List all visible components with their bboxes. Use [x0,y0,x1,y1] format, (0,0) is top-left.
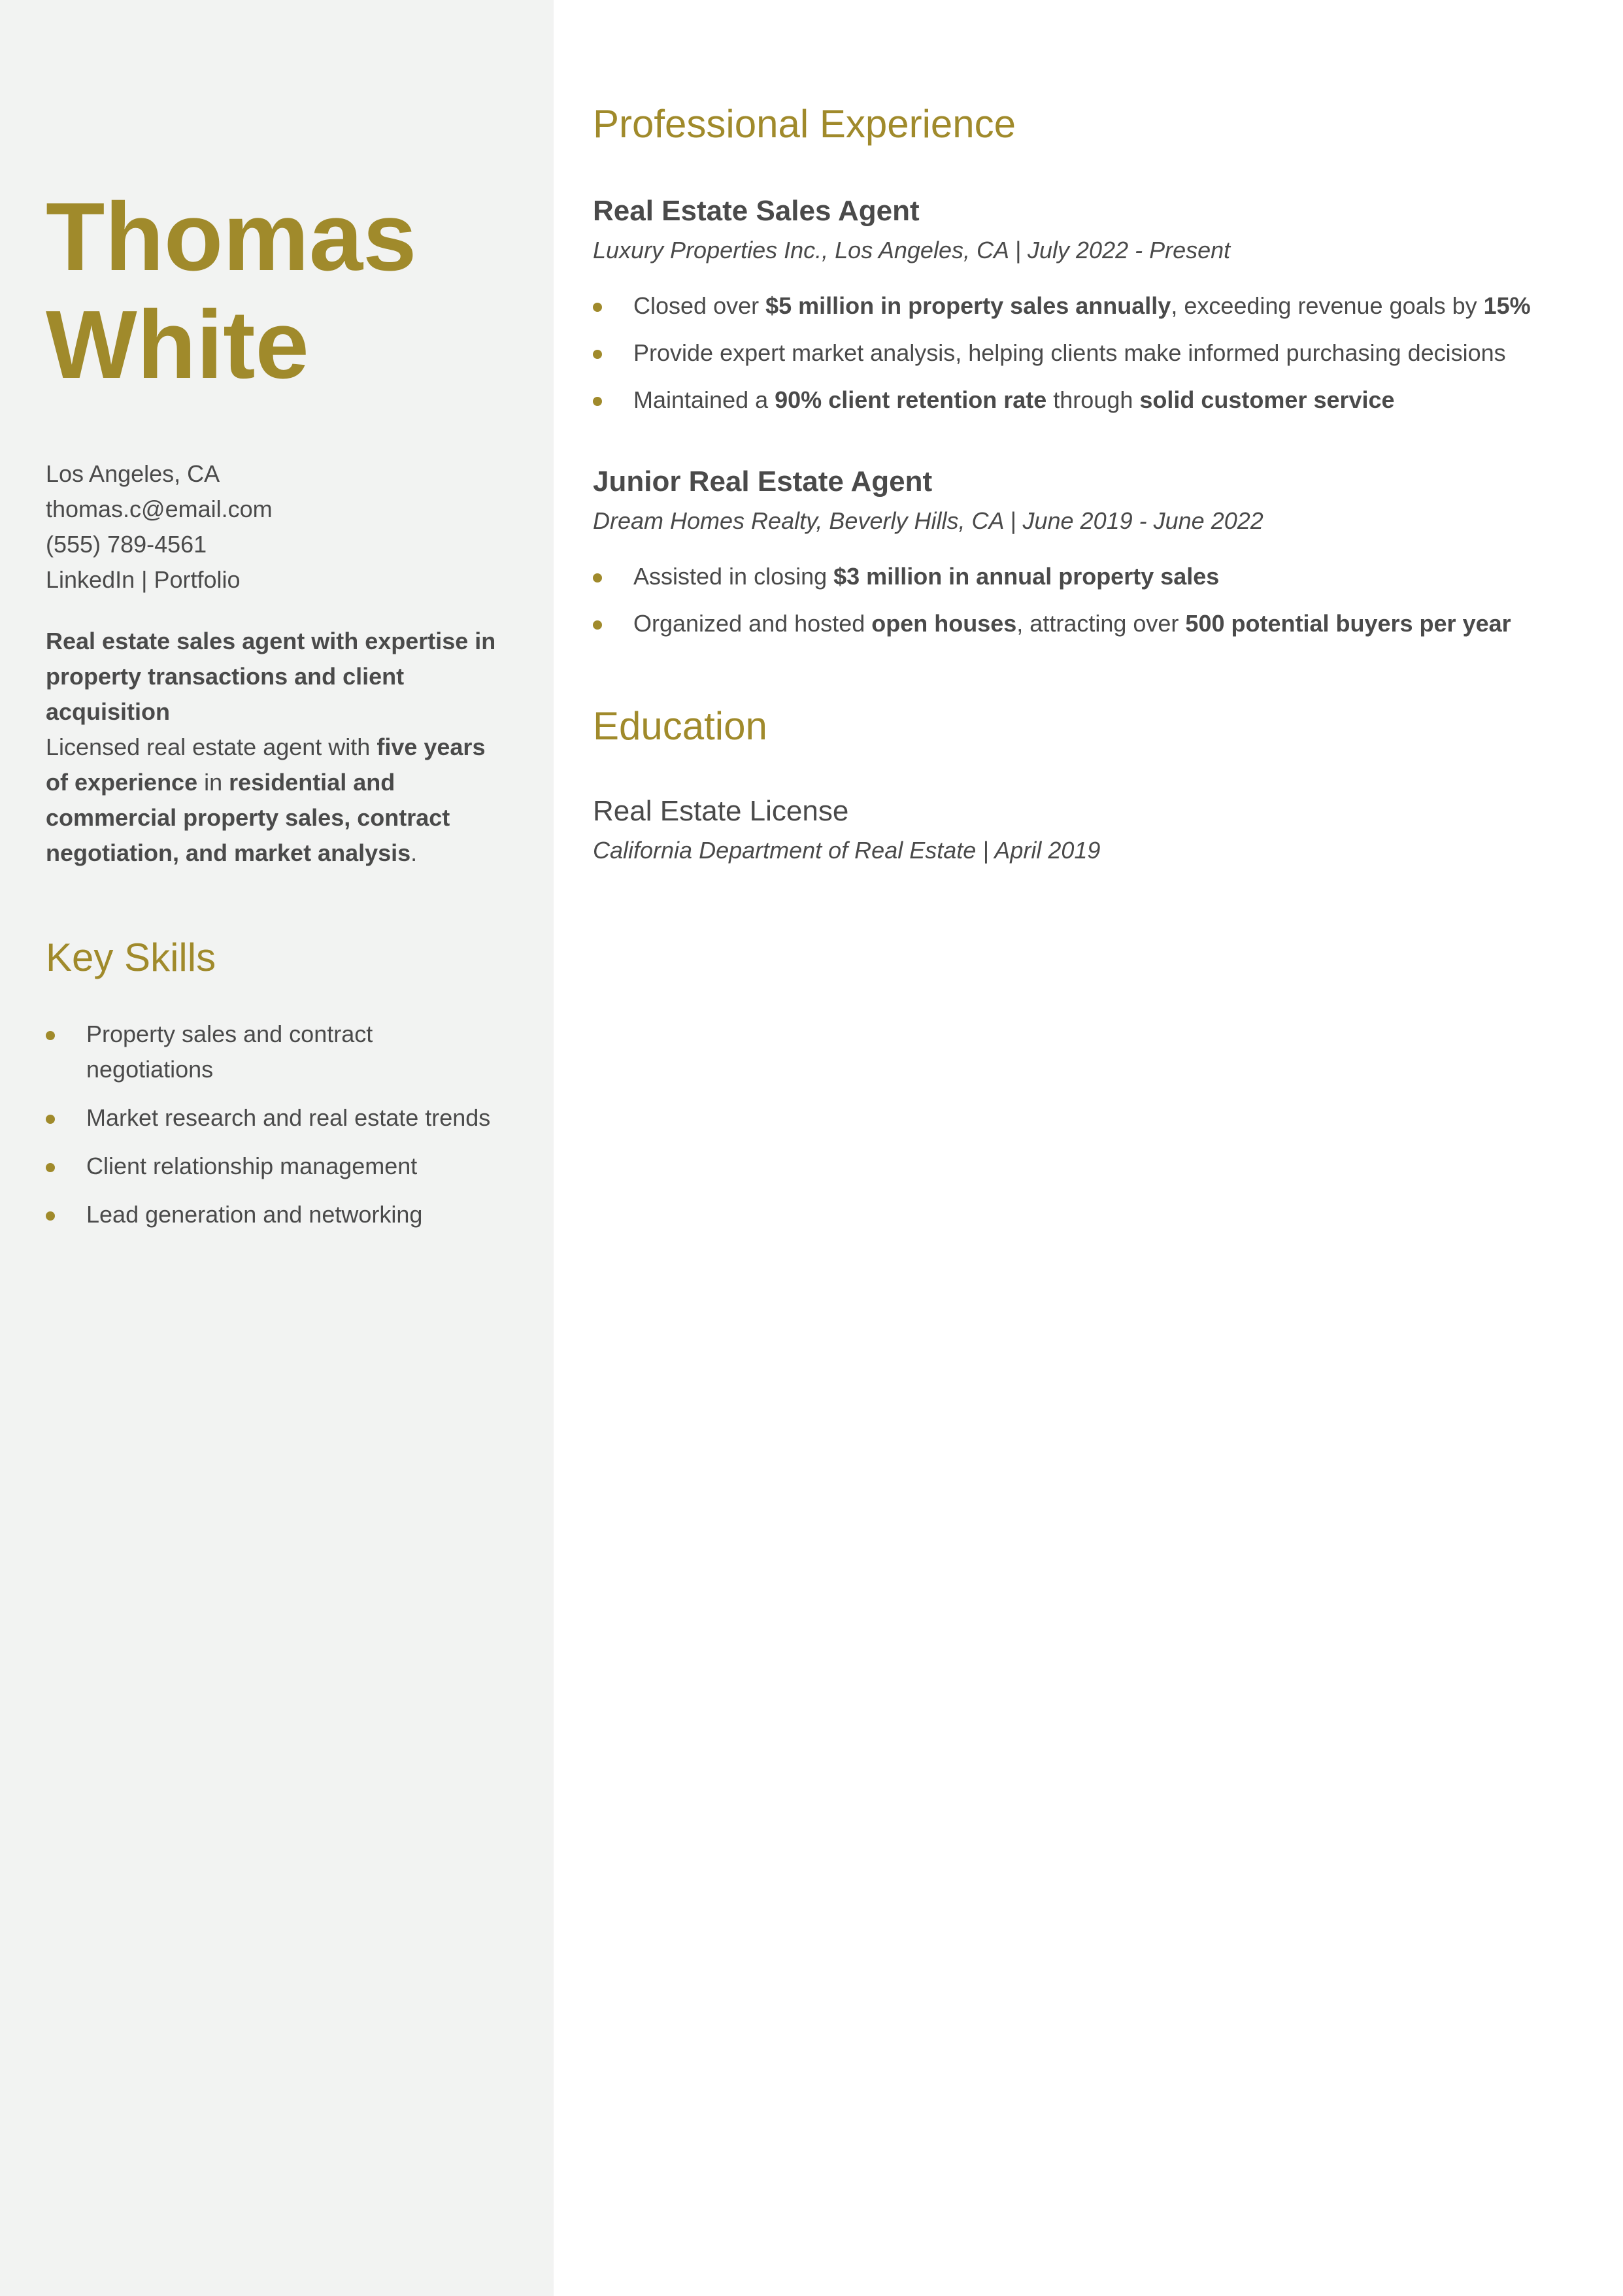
education-degree: Real Estate License [593,795,849,827]
job-title: Real Estate Sales Agent [593,195,920,227]
bullet-icon [46,1115,55,1124]
job-meta: Dream Homes Realty, Beverly Hills, CA | June 2019 - June 2022 [593,507,1263,534]
education-meta: California Department of Real Estate | April 2019 [593,837,1101,864]
sidebar [0,0,554,2296]
skill-item [46,1197,503,1232]
job-bullet [593,382,1573,418]
job-bullet [593,335,1573,371]
skills-title: Key Skills [46,936,216,979]
skill-item [46,1017,503,1087]
bullet-bold: 500 potential buyers per year [1185,610,1511,637]
bullet-bold: $5 million in property sales annually [765,292,1171,319]
job-bullet [593,606,1573,641]
bullet-icon [593,620,602,630]
bullet-text: Assisted in closing [633,563,834,590]
summary-headline-text: Real estate sales agent with expertise in property transactions and client acquisition [46,628,496,725]
contact-block [46,456,503,598]
bullet-text: , attracting over [1016,610,1186,637]
summary-text: Licensed real estate agent with [46,734,377,760]
skill-text: Client relationship management [86,1153,418,1179]
job-bullets [593,559,1573,641]
sidebar-content [46,183,503,871]
bullet-text: through [1046,386,1140,413]
education-title: Education [593,704,767,748]
summary-text: in [197,769,229,796]
bullet-bold: solid customer service [1139,386,1395,413]
summary-bold: five years of experience [46,734,486,796]
summary [46,624,503,871]
skill-text: Property sales and contract negotiations [86,1021,373,1083]
job-entry [593,464,1573,641]
bullet-icon [593,397,602,406]
contact-location: Los Angeles, CA [46,460,220,487]
last-name: White [46,291,309,399]
job-entry [593,193,1573,418]
bullet-icon [593,350,602,359]
bullet-bold: open houses [871,610,1017,637]
bullet-text: Provide expert market analysis, helping clients make informed purchasing decisions [633,339,1506,366]
contact-links: LinkedIn | Portfolio [46,566,241,593]
job-bullets [593,288,1573,418]
job-meta: Luxury Properties Inc., Los Angeles, CA | July 2022 - Present [593,237,1231,263]
bullet-text: Organized and hosted [633,610,872,637]
experience-title: Professional Experience [593,102,1016,146]
summary-headline [46,624,503,730]
bullet-bold: $3 million in annual property sales [833,563,1220,590]
contact-email: thomas.c@email.com [46,496,273,522]
bullet-text: , exceeding revenue goals by [1171,292,1484,319]
summary-text: . [410,839,418,866]
job-bullet [593,559,1573,594]
candidate-name [46,183,503,399]
job-bullet [593,288,1573,324]
skill-text: Lead generation and networking [86,1201,423,1228]
bullet-icon [593,303,602,312]
summary-bold: residential and commercial property sales, contract negotiation, and market analysis [46,769,450,866]
main-content [593,98,1573,869]
bullet-bold: 90% client retention rate [775,386,1047,413]
bullet-icon [46,1211,55,1221]
bullet-icon [593,573,602,582]
skill-item [46,1149,503,1184]
bullet-icon [46,1031,55,1040]
skills-list [46,1017,503,1245]
contact-phone: (555) 789-4561 [46,531,207,558]
skill-item [46,1100,503,1136]
bullet-icon [46,1163,55,1172]
job-title: Junior Real Estate Agent [593,465,933,498]
summary-body [46,730,503,871]
bullet-text: Closed over [633,292,766,319]
bullet-bold: 15% [1483,292,1531,319]
first-name: Thomas [46,183,417,291]
bullet-text: Maintained a [633,386,775,413]
skill-text: Market research and real estate trends [86,1104,491,1131]
